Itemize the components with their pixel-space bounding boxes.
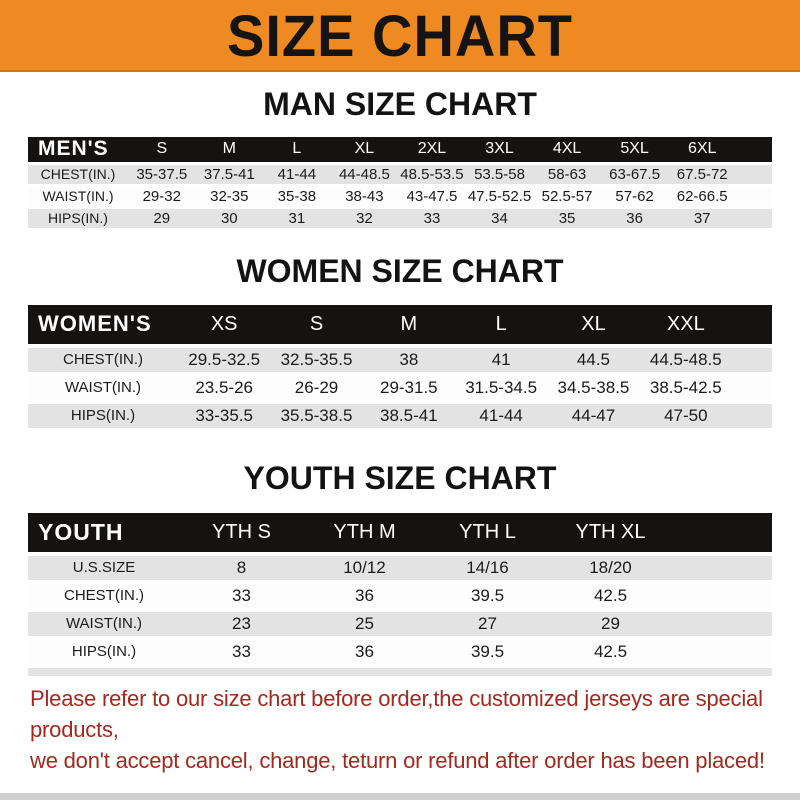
measurement-row-label: CHEST(IN.) <box>28 582 180 610</box>
size-value-cell: 41 <box>455 346 547 374</box>
measurement-row-label: CHEST(IN.) <box>28 346 178 374</box>
size-value-cell: 31.5-34.5 <box>455 374 547 402</box>
size-value-cell: 38 <box>363 346 455 374</box>
size-value-cell: 52.5-57 <box>533 185 601 207</box>
size-value-cell: 29 <box>549 610 672 638</box>
measurement-row <box>28 374 772 402</box>
header-filler <box>672 513 772 554</box>
measurement-row <box>28 402 772 430</box>
size-column-header: YTH XL <box>549 513 672 554</box>
size-value-cell: 42.5 <box>549 638 672 666</box>
size-value-cell: 27 <box>426 610 549 638</box>
size-value-cell: 37.5-41 <box>196 163 264 185</box>
size-column-header: M <box>196 137 264 163</box>
row-filler <box>672 610 772 638</box>
footer-notice <box>30 683 800 776</box>
measurement-row <box>28 207 772 229</box>
size-value-cell: 33 <box>180 638 303 666</box>
size-value-cell: 29-31.5 <box>363 374 455 402</box>
row-filler <box>736 163 772 185</box>
size-column-header: YTH S <box>180 513 303 554</box>
size-value-cell: 67.5-72 <box>668 163 736 185</box>
size-value-cell: 44-48.5 <box>331 163 399 185</box>
row-filler <box>732 402 772 430</box>
size-column-header: YTH M <box>303 513 426 554</box>
row-filler <box>736 207 772 229</box>
man-size-chart-title: MAN SIZE CHART <box>263 86 537 122</box>
banner <box>0 0 800 72</box>
size-value-cell: 33-35.5 <box>178 402 270 430</box>
measurement-row-label: WAIST(IN.) <box>28 374 178 402</box>
size-column-header: L <box>263 137 331 163</box>
measurement-row-label: CHEST(IN.) <box>28 163 128 185</box>
size-value-cell: 38.5-42.5 <box>640 374 732 402</box>
youth-size-chart-title: YOUTH SIZE CHART <box>243 459 557 496</box>
size-value-cell: 34 <box>466 207 534 229</box>
notice-line-2: we don't accept cancel, change, teturn or refund after order has been placed! <box>30 747 765 773</box>
mens-size-table-container <box>28 137 772 231</box>
size-value-cell: 35 <box>533 207 601 229</box>
size-value-cell: 32 <box>331 207 399 229</box>
size-value-cell: 42.5 <box>549 582 672 610</box>
size-value-cell: 57-62 <box>601 185 669 207</box>
man-size-chart-section <box>0 86 800 231</box>
header-filler <box>732 305 772 346</box>
header-filler <box>736 137 772 163</box>
size-value-cell: 31 <box>263 207 331 229</box>
measurement-row <box>28 554 772 582</box>
size-value-cell: 58-63 <box>533 163 601 185</box>
table-corner-label: YOUTH <box>28 513 180 554</box>
size-column-header: 3XL <box>466 137 534 163</box>
women-size-chart-section <box>0 253 800 432</box>
size-value-cell: 36 <box>601 207 669 229</box>
size-value-cell: 62-66.5 <box>668 185 736 207</box>
womens-header-row <box>28 305 772 346</box>
row-filler <box>672 582 772 610</box>
size-column-header: S <box>270 305 362 346</box>
size-value-cell: 39.5 <box>426 638 549 666</box>
size-value-cell: 34.5-38.5 <box>547 374 639 402</box>
size-value-cell: 38-43 <box>331 185 399 207</box>
size-value-cell: 25 <box>303 610 426 638</box>
size-value-cell: 38.5-41 <box>363 402 455 430</box>
measurement-row <box>28 346 772 374</box>
size-value-cell: 44.5-48.5 <box>640 346 732 374</box>
measurement-row-label: WAIST(IN.) <box>28 185 128 207</box>
youth-header-row <box>28 513 772 554</box>
womens-size-table-container <box>28 305 772 432</box>
row-filler <box>732 346 772 374</box>
size-value-cell: 36 <box>303 638 426 666</box>
table-corner-label: MEN'S <box>28 137 128 163</box>
size-column-header: YTH L <box>426 513 549 554</box>
row-filler <box>732 374 772 402</box>
size-column-header: XL <box>547 305 639 346</box>
size-value-cell: 35.5-38.5 <box>270 402 362 430</box>
size-column-header: XS <box>178 305 270 346</box>
youth-table-bottom-strip <box>28 668 772 676</box>
size-value-cell: 41-44 <box>455 402 547 430</box>
women-size-chart-title: WOMEN SIZE CHART <box>236 252 564 289</box>
size-column-header: 5XL <box>601 137 669 163</box>
measurement-row-label: WAIST(IN.) <box>28 610 180 638</box>
table-corner-label: WOMEN'S <box>28 305 178 346</box>
size-value-cell: 29.5-32.5 <box>178 346 270 374</box>
size-value-cell: 26-29 <box>270 374 362 402</box>
size-value-cell: 29 <box>128 207 196 229</box>
measurement-row <box>28 185 772 207</box>
size-column-header: M <box>363 305 455 346</box>
size-value-cell: 29-32 <box>128 185 196 207</box>
measurement-row <box>28 582 772 610</box>
size-value-cell: 23 <box>180 610 303 638</box>
size-value-cell: 47-50 <box>640 402 732 430</box>
youth-size-table-container <box>28 513 772 668</box>
size-column-header: XL <box>331 137 399 163</box>
row-filler <box>736 185 772 207</box>
size-value-cell: 35-38 <box>263 185 331 207</box>
youth-size-chart-section <box>0 460 800 676</box>
size-column-header: 2XL <box>398 137 466 163</box>
size-column-header: XXL <box>640 305 732 346</box>
size-value-cell: 14/16 <box>426 554 549 582</box>
size-value-cell: 33 <box>180 582 303 610</box>
size-value-cell: 63-67.5 <box>601 163 669 185</box>
size-value-cell: 10/12 <box>303 554 426 582</box>
size-value-cell: 8 <box>180 554 303 582</box>
size-value-cell: 33 <box>398 207 466 229</box>
size-value-cell: 53.5-58 <box>466 163 534 185</box>
size-value-cell: 41-44 <box>263 163 331 185</box>
size-value-cell: 23.5-26 <box>178 374 270 402</box>
measurement-row-label: U.S.SIZE <box>28 554 180 582</box>
size-value-cell: 43-47.5 <box>398 185 466 207</box>
size-value-cell: 44.5 <box>547 346 639 374</box>
size-value-cell: 32-35 <box>196 185 264 207</box>
size-column-header: 4XL <box>533 137 601 163</box>
size-value-cell: 47.5-52.5 <box>466 185 534 207</box>
size-value-cell: 32.5-35.5 <box>270 346 362 374</box>
womens-size-table <box>28 305 772 432</box>
size-column-header: 6XL <box>668 137 736 163</box>
size-value-cell: 18/20 <box>549 554 672 582</box>
mens-size-table <box>28 137 772 231</box>
measurement-row <box>28 610 772 638</box>
youth-size-table <box>28 513 772 668</box>
page-title: SIZE CHART <box>227 1 573 69</box>
size-column-header: S <box>128 137 196 163</box>
measurement-row-label: HIPS(IN.) <box>28 207 128 229</box>
row-filler <box>672 554 772 582</box>
measurement-row-label: HIPS(IN.) <box>28 638 180 666</box>
measurement-row <box>28 638 772 666</box>
size-value-cell: 44-47 <box>547 402 639 430</box>
row-filler <box>672 638 772 666</box>
size-value-cell: 37 <box>668 207 736 229</box>
measurement-row <box>28 163 772 185</box>
size-column-header: L <box>455 305 547 346</box>
measurement-row-label: HIPS(IN.) <box>28 402 178 430</box>
bottom-edge-strip <box>0 793 800 800</box>
size-value-cell: 35-37.5 <box>128 163 196 185</box>
mens-header-row <box>28 137 772 163</box>
size-value-cell: 48.5-53.5 <box>398 163 466 185</box>
size-value-cell: 39.5 <box>426 582 549 610</box>
size-value-cell: 30 <box>196 207 264 229</box>
size-value-cell: 36 <box>303 582 426 610</box>
notice-line-1: Please refer to our size chart before order,the customized jerseys are special products, <box>30 685 763 742</box>
